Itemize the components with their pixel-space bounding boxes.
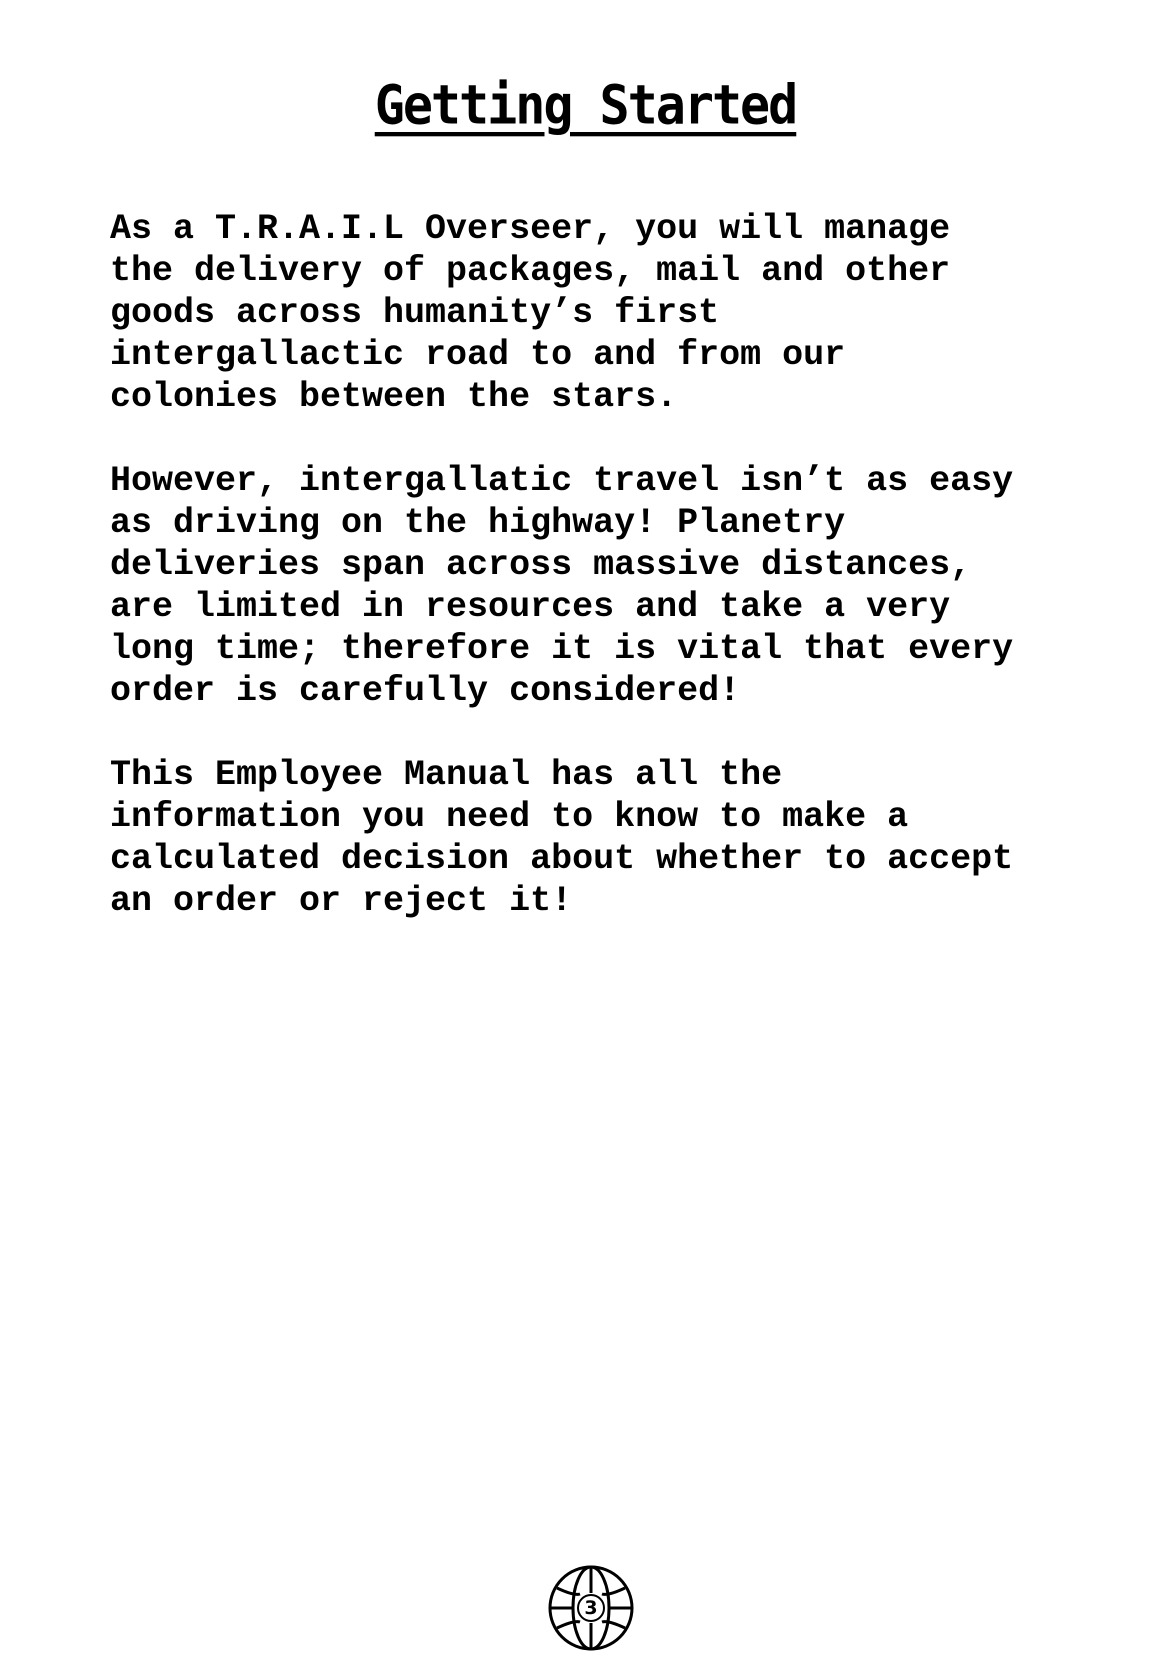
page-number: 3 <box>584 1597 598 1619</box>
text-line: deliveries span across massive distances, <box>110 545 972 585</box>
paragraph-intro <box>110 208 1070 418</box>
text-line: the delivery of packages, mail and other <box>110 251 951 291</box>
text-line: colonies between the stars. <box>110 377 678 417</box>
text-line: This Employee Manual has all the <box>110 755 783 795</box>
text-line: as driving on the highway! Planetry <box>110 503 846 543</box>
text-line: information you need to know to make a <box>110 797 909 837</box>
text-line: intergallactic road to and from our <box>110 335 846 375</box>
text-line: goods across humanity’s first <box>110 293 720 333</box>
text-line: However, intergallatic travel isn’t as easy <box>110 461 1014 501</box>
text-line: are limited in resources and take a very <box>110 587 951 627</box>
text-line: long time; therefore it is vital that every <box>110 629 1014 669</box>
paragraph-manual <box>110 754 1070 922</box>
text-line: order is carefully considered! <box>110 671 741 711</box>
body-text <box>110 208 1070 964</box>
text-line: calculated decision about whether to accept <box>110 839 1014 879</box>
paragraph-travel <box>110 460 1070 712</box>
page-title <box>0 72 1171 138</box>
page-number-badge <box>546 1563 636 1653</box>
text-line: As a T.R.A.I.L Overseer, you will manage <box>110 209 951 249</box>
text-line: an order or reject it! <box>110 881 573 921</box>
page-title-text: Getting Started <box>374 73 797 137</box>
